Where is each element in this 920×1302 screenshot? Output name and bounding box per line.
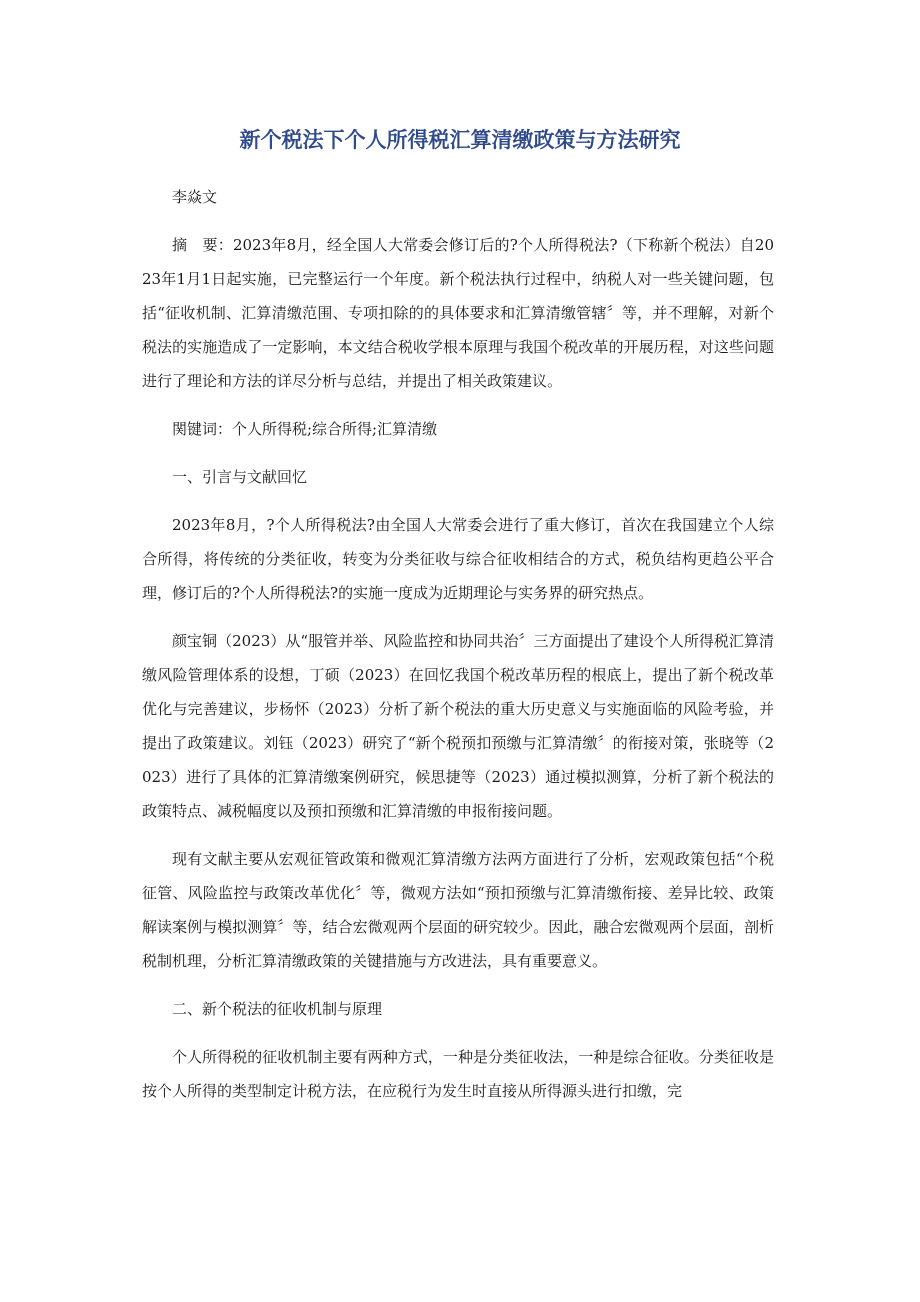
mechanism-paragraph-1: 个人所得税的征收机制主要有两种方式，一种是分类征收法，一种是综合征收。分类征收是按个人所得的类型制定计税方法，在应税行为发生时直接从所得源头进行扣缴，完: [142, 1048, 774, 1100]
abstract-paragraph: 摘 要：2023年8月，经全国人大常委会修订后的?个人所得税法?（下称新个税法）自2023年1月1日起实施，已完整运行一个年度。新个税法执行过程中，纳税人对一些关键问题，包括“征收机制、汇算清缴范围、专项扣除的的具体要求和汇算清缴管辖〞等，并不理解，对新个税法的实施造成了一定影响，本文结合税收学根本原理与我国个税改革的开展历程，对这些问题进行了理论和方法的详尽分析与总结，并提出了相关政策建议。: [142, 236, 774, 390]
section-heading-mechanism: 二、新个税法的征收机制与原理: [172, 1000, 383, 1018]
section-heading-intro: 一、引言与文献回忆: [172, 468, 308, 486]
keywords-line: 関键词：个人所得税;综合所得;汇算清缴: [172, 420, 438, 438]
intro-paragraph-3: 现有文献主要从宏观征管政策和微观汇算清缴方法两方面进行了分析，宏观政策包括“个税征管、风险监控与政策改革优化〞等，微观方法如“预扣预缴与汇算清缴衔接、差异比较、政策解读案例与模拟测算〞等，结合宏微观两个层面的研究较少。因此，融合宏微观两个层面，剖析税制机理，分析汇算清缴政策的关键措施与方改进法，具有重要意义。: [142, 850, 774, 970]
intro-paragraph-1: 2023年8月，?个人所得税法?由全国人大常委会进行了重大修订，首次在我国建立个人综合所得，将传统的分类征收，转变为分类征收与综合征收相结合的方式，税负结构更趋公平合理，修订后的?个人所得税法?的实施一度成为近期理论与实务界的研究热点。: [142, 516, 774, 602]
author-name: 李焱文: [172, 188, 218, 206]
document-title: 新个税法下个人所得税汇算清缴政策与方法研究: [239, 128, 681, 152]
document-body: [142, 180, 774, 1122]
intro-paragraph-2: 颜宝铜（2023）从“服管并举、风险监控和协同共治〞三方面提出了建设个人所得税汇算清缴风险管理体系的设想，丁硕（2023）在回忆我国个税改革历程的根底上，提出了新个税改革优化与完善建议，步杨怀（2023）分析了新个税法的重大历史意义与实施面临的风险考验，并提出了政策建议。刘钰（2023）研究了“新个税预扣预缴与汇算清缴〞的衔接对策，张晓等（2023）进行了具体的汇算清缴案例研究，候思捷等（2023）通过模拟测算，分析了新个税法的政策特点、减税幅度以及预扣预缴和汇算清缴的申报衔接问题。: [142, 632, 774, 820]
